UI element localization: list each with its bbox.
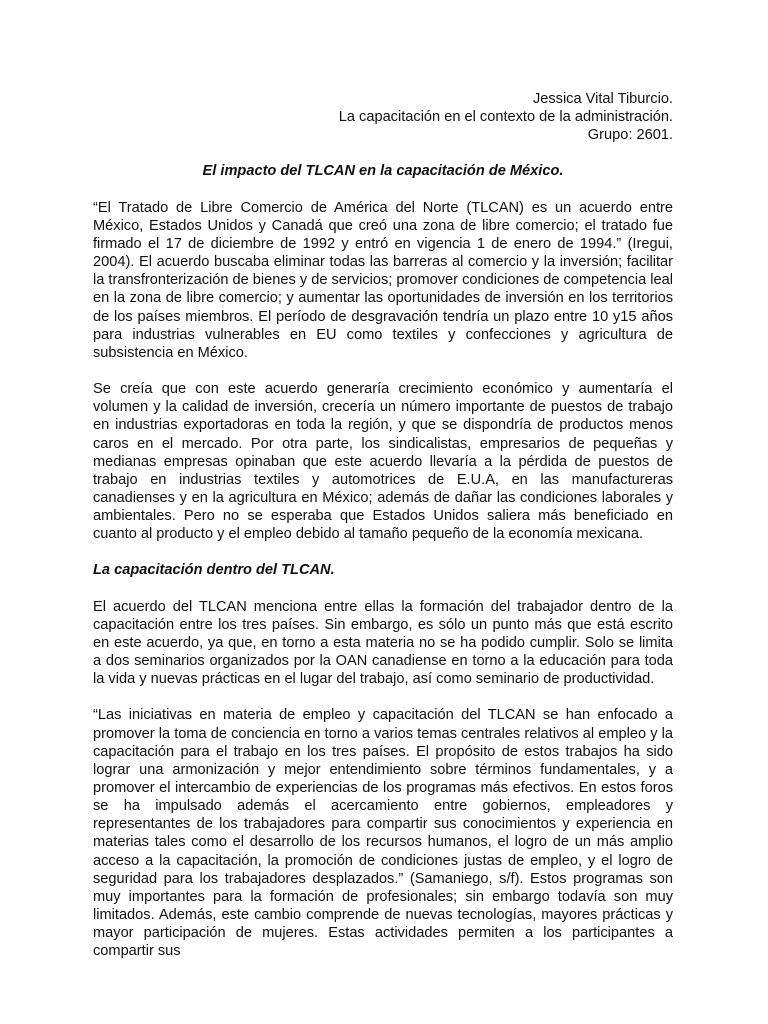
section-heading: La capacitación dentro del TLCAN.: [93, 562, 335, 579]
document-page: [93, 90, 673, 961]
paragraph-training: El acuerdo del TLCAN menciona entre ellas la formación del trabajador dentro de la capacitación entre los tres países. Sin embargo, es sólo un punto más que está escrito en este acuerdo, ya que, en torno a esta materia no se ha podido cumplir. Solo se limita a dos seminarios organizados por la OAN canadiense en torno a la educación para toda la vida y nuevas prácticas en el lugar del trabajo, así como seminario de productividad.: [93, 598, 673, 688]
paragraph-expectations: Se creía que con este acuerdo generaría crecimiento económico y aumentaría el volumen y la calidad de inversión, crecería un número importante de puestos de trabajo en industrias exportadoras en toda la región, y que se dispondría de productos menos caros en el mercado. Por otra parte, los sindicalistas, empresarios de pequeñas y medianas empresas opinaban que este acuerdo llevaría a la pérdida de puestos de trabajo en industrias textiles y automotrices de E.U.A, en las manufactureras canadienses y en la agricultura en México; además de dañar las condiciones laborales y ambientales. Pero no se esperaba que Estados Unidos saliera más beneficiado en cuanto al producto y el empleo debido al tamaño pequeño de la economía mexicana.: [93, 381, 673, 543]
paragraph-intro: “El Tratado de Libre Comercio de América del Norte (TLCAN) es un acuerdo entre México, Estados Unidos y Canadá que creó una zona de libre comercio; el tratado fue firmado el 17 de diciembre de 1992 y entró en vigencia 1 de enero de 1994.” (Iregui, 2004). El acuerdo buscaba eliminar todas las barreras al comercio y la inversión; facilitar la transfronterización de bienes y de servicios; promover condiciones de competencia leal en la zona de libre comercio; y aumentar las oportunidades de inversión en los territorios de los países miembros. El período de desgravación tendría un plazo entre 10 y15 años para industrias vulnerables en EU como textiles y confecciones y agricultura de subsistencia en México.: [93, 199, 674, 361]
document-title: El impacto del TLCAN en la capacitación de México.: [202, 163, 564, 180]
group-number: Grupo: 2601.: [587, 127, 673, 144]
author-name: Jessica Vital Tiburcio.: [532, 91, 673, 107]
paragraph-initiatives: “Las iniciativas en materia de empleo y capacitación del TLCAN se han enfocado a promover la toma de conciencia en torno a varios temas centrales relativos al empleo y la capacitación para el trabajo en los tres países. El propósito de estos trabajos ha sido lograr una armonización y mejor entendimiento sobre términos fundamentales, y a promover el intercambio de experiencias de los programas más efectivos. En estos foros se ha impulsado además el acercamiento entre gobiernos, empleadores y representantes de los trabajadores para compartir sus conocimientos y experiencia en materias tales como el desarrollo de los recursos humanos, el logro de un más amplio acceso a la capacitación, la promoción de condiciones justas de empleo, y el logro de seguridad para los trabajadores desplazados.” (Samaniego, s/f). Estos programas son muy importantes para la formación de profesionales; sin embargo todavía son muy limitados. Además, este cambio comprende de nuevas tecnologías, mayores prácticas y mayor participación de mujeres. Estas actividades permiten a los participantes a compartir sus: [93, 707, 673, 960]
course-name: La capacitación en el contexto de la administración.: [338, 109, 673, 126]
document-header: [93, 90, 673, 144]
